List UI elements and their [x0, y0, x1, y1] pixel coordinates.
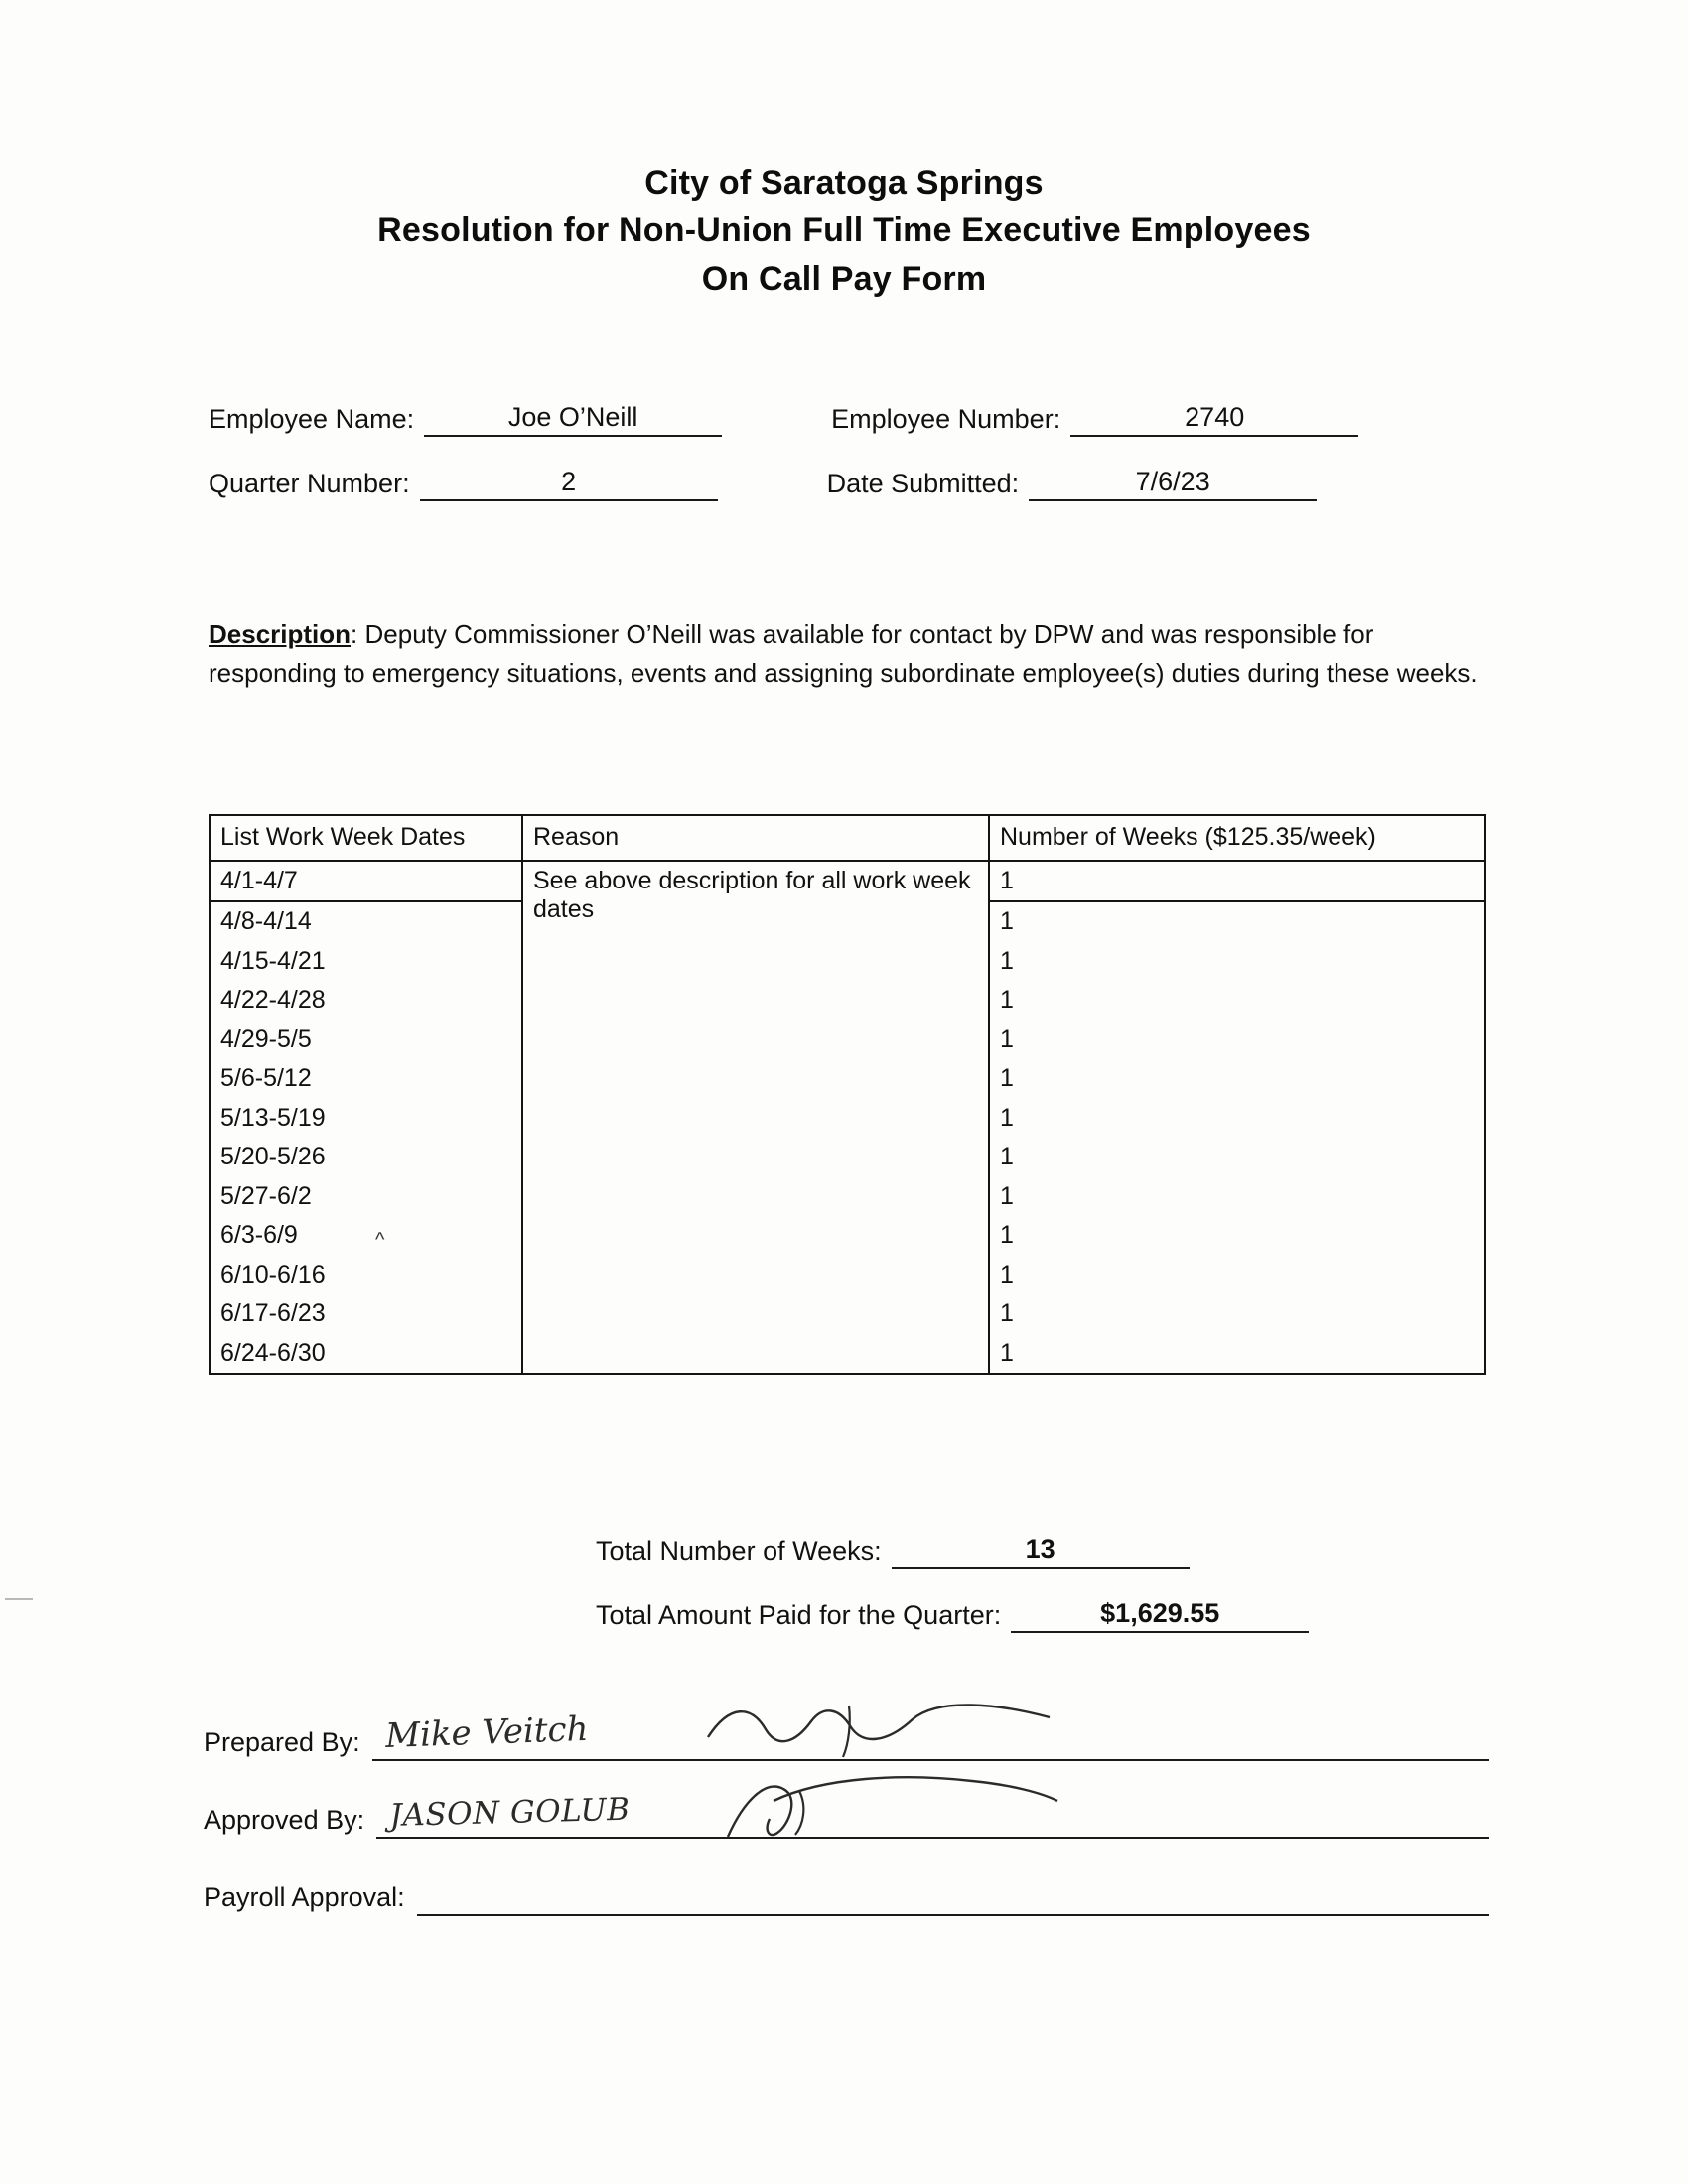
employee-number-input[interactable]	[1070, 402, 1358, 437]
cell-number-of-weeks: 1	[989, 1059, 1485, 1099]
scan-artifact	[5, 1598, 33, 1600]
approved-by-signature-flourish	[704, 1771, 1131, 1841]
cell-number-of-weeks: 1	[989, 901, 1485, 942]
employee-number-value: 2740	[1185, 402, 1245, 432]
description-paragraph	[209, 615, 1484, 693]
signature-section	[204, 1708, 1489, 1950]
cell-work-week-dates: 5/13-5/19	[210, 1099, 522, 1139]
table-row	[210, 861, 1485, 902]
total-weeks-label: Total Number of Weeks:	[596, 1536, 882, 1566]
cell-number-of-weeks: 1	[989, 942, 1485, 982]
date-submitted-label: Date Submitted:	[826, 469, 1020, 498]
cell-number-of-weeks: 1	[989, 1177, 1485, 1217]
stray-pen-mark: ^	[375, 1229, 385, 1251]
total-weeks-value: 13	[1025, 1534, 1055, 1564]
header-reason: Reason	[522, 815, 989, 861]
prepared-by-row	[204, 1708, 1489, 1761]
prepared-by-signature-flourish	[700, 1694, 1127, 1763]
cell-work-week-dates: 4/8-4/14	[210, 901, 522, 942]
total-amount-input[interactable]	[1011, 1598, 1309, 1633]
total-amount-label: Total Amount Paid for the Quarter:	[596, 1600, 1002, 1630]
employee-name-field[interactable]	[209, 402, 722, 437]
approved-by-signature-line[interactable]	[376, 1791, 1489, 1839]
cell-number-of-weeks: 1	[989, 1216, 1485, 1256]
prepared-by-label: Prepared By:	[204, 1727, 360, 1757]
cell-number-of-weeks: 1	[989, 1099, 1485, 1139]
employee-name-value: Joe O’Neill	[507, 402, 638, 432]
cell-number-of-weeks: 1	[989, 1334, 1485, 1375]
description-text: Deputy Commissioner O’Neill was available for contact by DPW and was responsible for responding to emergency situations, events and assigning subordinate employee(s) duties during these weeks.	[209, 619, 1477, 688]
payroll-approval-label: Payroll Approval:	[204, 1882, 405, 1912]
date-submitted-value: 7/6/23	[1135, 467, 1210, 496]
description-label: Description	[209, 619, 352, 649]
cell-work-week-dates: 4/29-5/5	[210, 1021, 522, 1060]
cell-work-week-dates: 4/15-4/21	[210, 942, 522, 982]
prepared-by-signature: Mike Veitch	[384, 1708, 589, 1756]
date-submitted-input[interactable]	[1029, 467, 1317, 501]
cell-number-of-weeks: 1	[989, 981, 1485, 1021]
cell-reason: See above description for all work week dates	[522, 861, 989, 1375]
prepared-by-signature-line[interactable]	[372, 1708, 1489, 1761]
total-weeks-row	[596, 1534, 1489, 1569]
approved-by-signature: JASON GOLUB	[389, 1791, 631, 1834]
cell-work-week-dates: 6/3-6/9	[210, 1216, 522, 1256]
cell-work-week-dates: 5/6-5/12	[210, 1059, 522, 1099]
total-weeks-input[interactable]	[892, 1534, 1190, 1569]
cell-work-week-dates: 5/20-5/26	[210, 1138, 522, 1177]
total-amount-value: $1,629.55	[1100, 1598, 1220, 1628]
employee-name-input[interactable]	[424, 402, 722, 437]
quarter-number-field[interactable]	[209, 467, 718, 501]
totals-section	[596, 1534, 1489, 1663]
field-row-1	[209, 402, 1499, 437]
cell-work-week-dates: 4/1-4/7	[210, 861, 522, 902]
page-title	[0, 159, 1688, 303]
employee-number-label: Employee Number:	[831, 404, 1061, 434]
header-weeks: Number of Weeks ($125.35/week)	[989, 815, 1485, 861]
employee-name-label: Employee Name:	[209, 404, 415, 434]
header-dates: List Work Week Dates	[210, 815, 522, 861]
cell-work-week-dates: 4/22-4/28	[210, 981, 522, 1021]
cell-work-week-dates: 5/27-6/2	[210, 1177, 522, 1217]
payroll-approval-signature-line[interactable]	[417, 1872, 1489, 1916]
cell-number-of-weeks: 1	[989, 1295, 1485, 1334]
payroll-approval-row	[204, 1872, 1489, 1916]
cell-number-of-weeks: 1	[989, 861, 1485, 902]
cell-work-week-dates: 6/24-6/30	[210, 1334, 522, 1375]
form-fields	[209, 402, 1499, 531]
cell-number-of-weeks: 1	[989, 1256, 1485, 1296]
cell-work-week-dates: 6/17-6/23	[210, 1295, 522, 1334]
approved-by-label: Approved By:	[204, 1805, 365, 1835]
title-line-3: On Call Pay Form	[701, 259, 987, 298]
table-header-row	[210, 815, 1485, 861]
quarter-number-input[interactable]	[420, 467, 718, 501]
date-submitted-field[interactable]	[827, 467, 1318, 501]
cell-work-week-dates: 6/10-6/16	[210, 1256, 522, 1296]
employee-number-field[interactable]	[831, 402, 1358, 437]
total-amount-row	[596, 1598, 1489, 1633]
cell-number-of-weeks: 1	[989, 1021, 1485, 1060]
title-line-2: Resolution for Non-Union Full Time Executive Employees	[377, 211, 1311, 250]
quarter-number-value: 2	[561, 467, 577, 496]
title-line-1: City of Saratoga Springs	[644, 164, 1044, 202]
field-row-2	[209, 467, 1499, 501]
work-weeks-table	[209, 814, 1484, 1375]
cell-number-of-weeks: 1	[989, 1138, 1485, 1177]
approved-by-row	[204, 1791, 1489, 1839]
description-separator: :	[351, 619, 358, 649]
quarter-number-label: Quarter Number:	[209, 469, 410, 498]
